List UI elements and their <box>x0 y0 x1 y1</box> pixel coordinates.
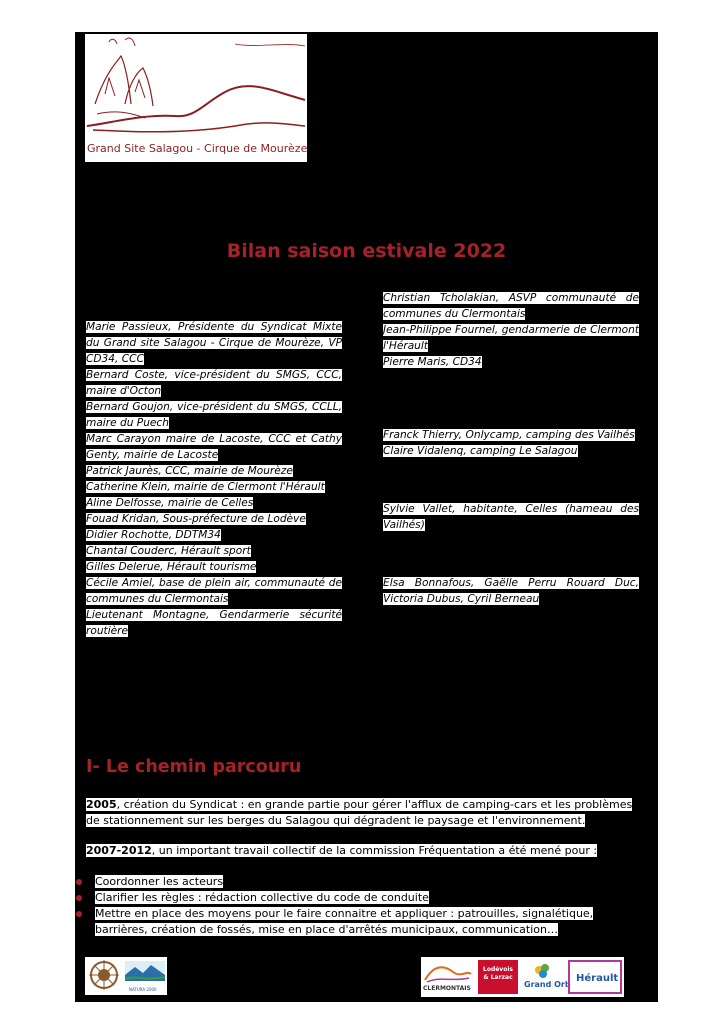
participant-entry: Gilles Delerue, Hérault tourisme <box>86 561 257 573</box>
page-title: Bilan saison estivale 2022 <box>226 240 507 262</box>
participant-entry: Lieutenant Montagne, Gendarmerie sécurité routière <box>86 609 342 637</box>
list-item: Mettre en place des moyens pour le faire connaitre et appliquer : patrouilles, signalétique, barrières, création de fossés, mise en place d'arrêtés municipaux, communication… <box>86 906 646 938</box>
clermontais-logo <box>423 960 473 994</box>
salagou-hills-icon <box>423 960 473 984</box>
participant-entry: Cécile Amiel, base de plein air, communauté de communes du Clermontais <box>86 577 342 605</box>
bullet-list <box>86 874 646 938</box>
participant-entry: Catherine Klein, mairie de Clermont l'Hérault <box>86 481 325 493</box>
participant-entry: Marie Passieux, Présidente du Syndicat Mixte du Grand site Salagou - Cirque de Mourèze, VP CD34, CCC <box>86 321 342 365</box>
grand-site-logo <box>85 34 307 162</box>
participant-entry: Sylvie Vallet, habitante, Celles (hameau des Vailhés) <box>383 503 639 531</box>
participant-entry: Chantal Couderc, Hérault sport <box>86 545 251 557</box>
participants-left <box>86 319 342 639</box>
list-item: Clarifier les règles : rédaction collective du code de conduite <box>86 890 646 906</box>
paragraph-2005 <box>86 797 646 829</box>
year-label: 2007-2012 <box>86 844 152 857</box>
paragraph-2007 <box>86 843 646 859</box>
footer-logos-right <box>421 957 624 997</box>
section-title: I- Le chemin parcouru <box>86 757 302 777</box>
paragraph-text: , création du Syndicat : en grande partie pour gérer l'afflux de camping-cars et les problèmes de stationnement sur les berges du Salagou qui dégradent le paysage et l'environnement. <box>86 798 633 827</box>
participant-entry: Marc Carayon maire de Lacoste, CCC et Cathy Genty, mairie de Lacoste <box>86 433 342 461</box>
participants-right-group2 <box>383 427 639 459</box>
bullet-icon <box>76 879 82 885</box>
participants-right-group1 <box>383 290 639 370</box>
year-label: 2005 <box>86 798 117 811</box>
participant-entry: Aline Delfosse, mairie de Celles <box>86 497 254 509</box>
participant-entry: Fouad Kridan, Sous-préfecture de Lodève <box>86 513 306 525</box>
participants-right-group3 <box>383 501 639 533</box>
natura-2000-logo-icon <box>125 961 165 987</box>
grand-orb-flower-icon <box>523 960 563 980</box>
list-item: Coordonner les acteurs <box>86 874 646 890</box>
participant-entry: Claire Vidalenq, camping Le Salagou <box>383 445 578 457</box>
bullet-icon <box>76 911 82 917</box>
footer-logos-left <box>85 957 167 995</box>
participant-entry: Jean-Philippe Fournel, gendarmerie de Clermont l'Hérault <box>383 324 639 352</box>
paragraph-text: , un important travail collectif de la commission Fréquentation a été mené pour : <box>151 844 598 857</box>
landscape-logo-icon <box>85 34 307 142</box>
herault-label: Hérault <box>576 973 619 984</box>
participant-entry: Patrick Jaurès, CCC, mairie de Mourèze <box>86 465 293 477</box>
lodevois-logo <box>478 960 518 994</box>
bullet-icon <box>76 895 82 901</box>
grand-site-seal-icon <box>87 958 121 994</box>
clermontais-label: CLERMONTAIS <box>423 985 471 992</box>
participant-entry: Bernard Coste, vice-président du SMGS, CCC, maire d'Octon <box>86 369 342 397</box>
document-page <box>75 32 658 1002</box>
participant-entry: Pierre Maris, CD34 <box>383 356 482 368</box>
participants-right-group4 <box>383 575 639 607</box>
participant-entry: Bernard Goujon, vice-président du SMGS, CCLL, maire du Puech <box>86 401 342 429</box>
participant-entry: Franck Thierry, Onlycamp, camping des Vailhés <box>383 429 635 441</box>
grand-orb-logo <box>522 960 571 994</box>
participant-entry: Elsa Bonnafous, Gaëlle Perru Rouard Duc, Victoria Dubus, Cyril Berneau <box>383 577 639 605</box>
herault-logo <box>568 960 622 994</box>
grand-orb-label: Grand Orb <box>524 980 571 989</box>
participant-entry: Didier Rochotte, DDTM34 <box>86 529 221 541</box>
natura-label: NATURA 2000 <box>129 987 157 992</box>
participant-entry: Christian Tcholakian, ASVP communauté de communes du Clermontais <box>383 292 639 320</box>
logo-text: Grand Site Salagou - Cirque de Mourèze <box>87 142 308 155</box>
lodevois-label: Lodévois & Larzac <box>483 966 513 981</box>
